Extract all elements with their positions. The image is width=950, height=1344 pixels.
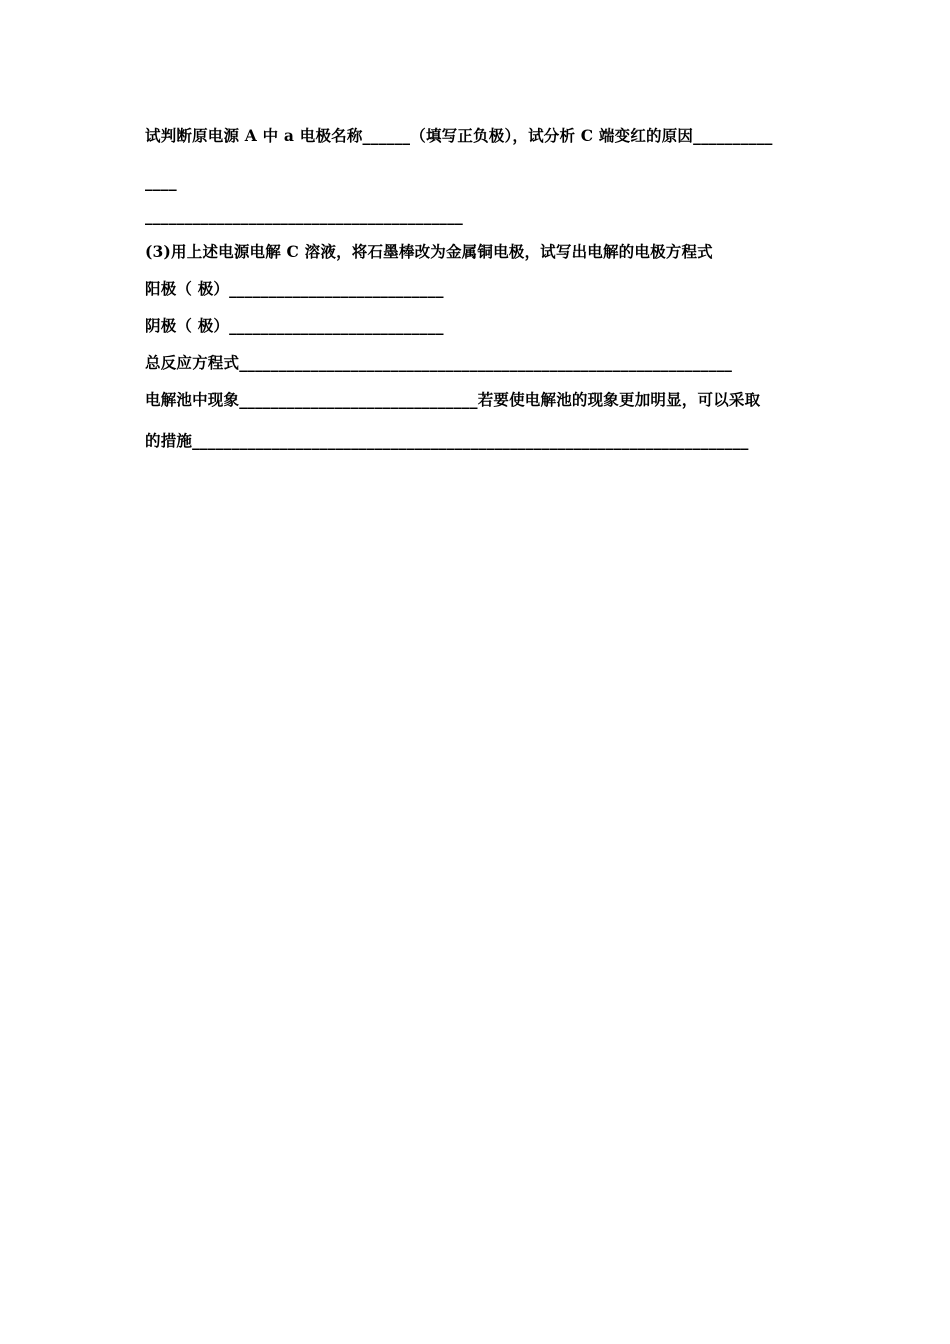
measures-line: 的措施______________________________________________________________________: [145, 431, 749, 450]
anode-equation-line: 阳极（ 极）___________________________: [145, 279, 444, 298]
phenomenon-line: 电解池中现象______________________________若要使电解池的现象更加明显，可以采取: [145, 390, 761, 409]
answer-blank-continuation: ____: [145, 172, 177, 191]
question-3-prompt: (3)用上述电源电解 C 溶液，将石墨棒改为金属铜电极，试写出电解的电极方程式: [145, 242, 713, 261]
cathode-equation-line: 阴极（ 极）___________________________: [145, 316, 444, 335]
answer-blank-line: ________________________________________: [145, 206, 463, 225]
question-line-electrode-name: 试判断原电源 A 中 a 电极名称______（填写正负极），试分析 C 端变红的原因__________: [145, 126, 773, 145]
total-reaction-line: 总反应方程式______________________________________________________________: [145, 353, 733, 372]
